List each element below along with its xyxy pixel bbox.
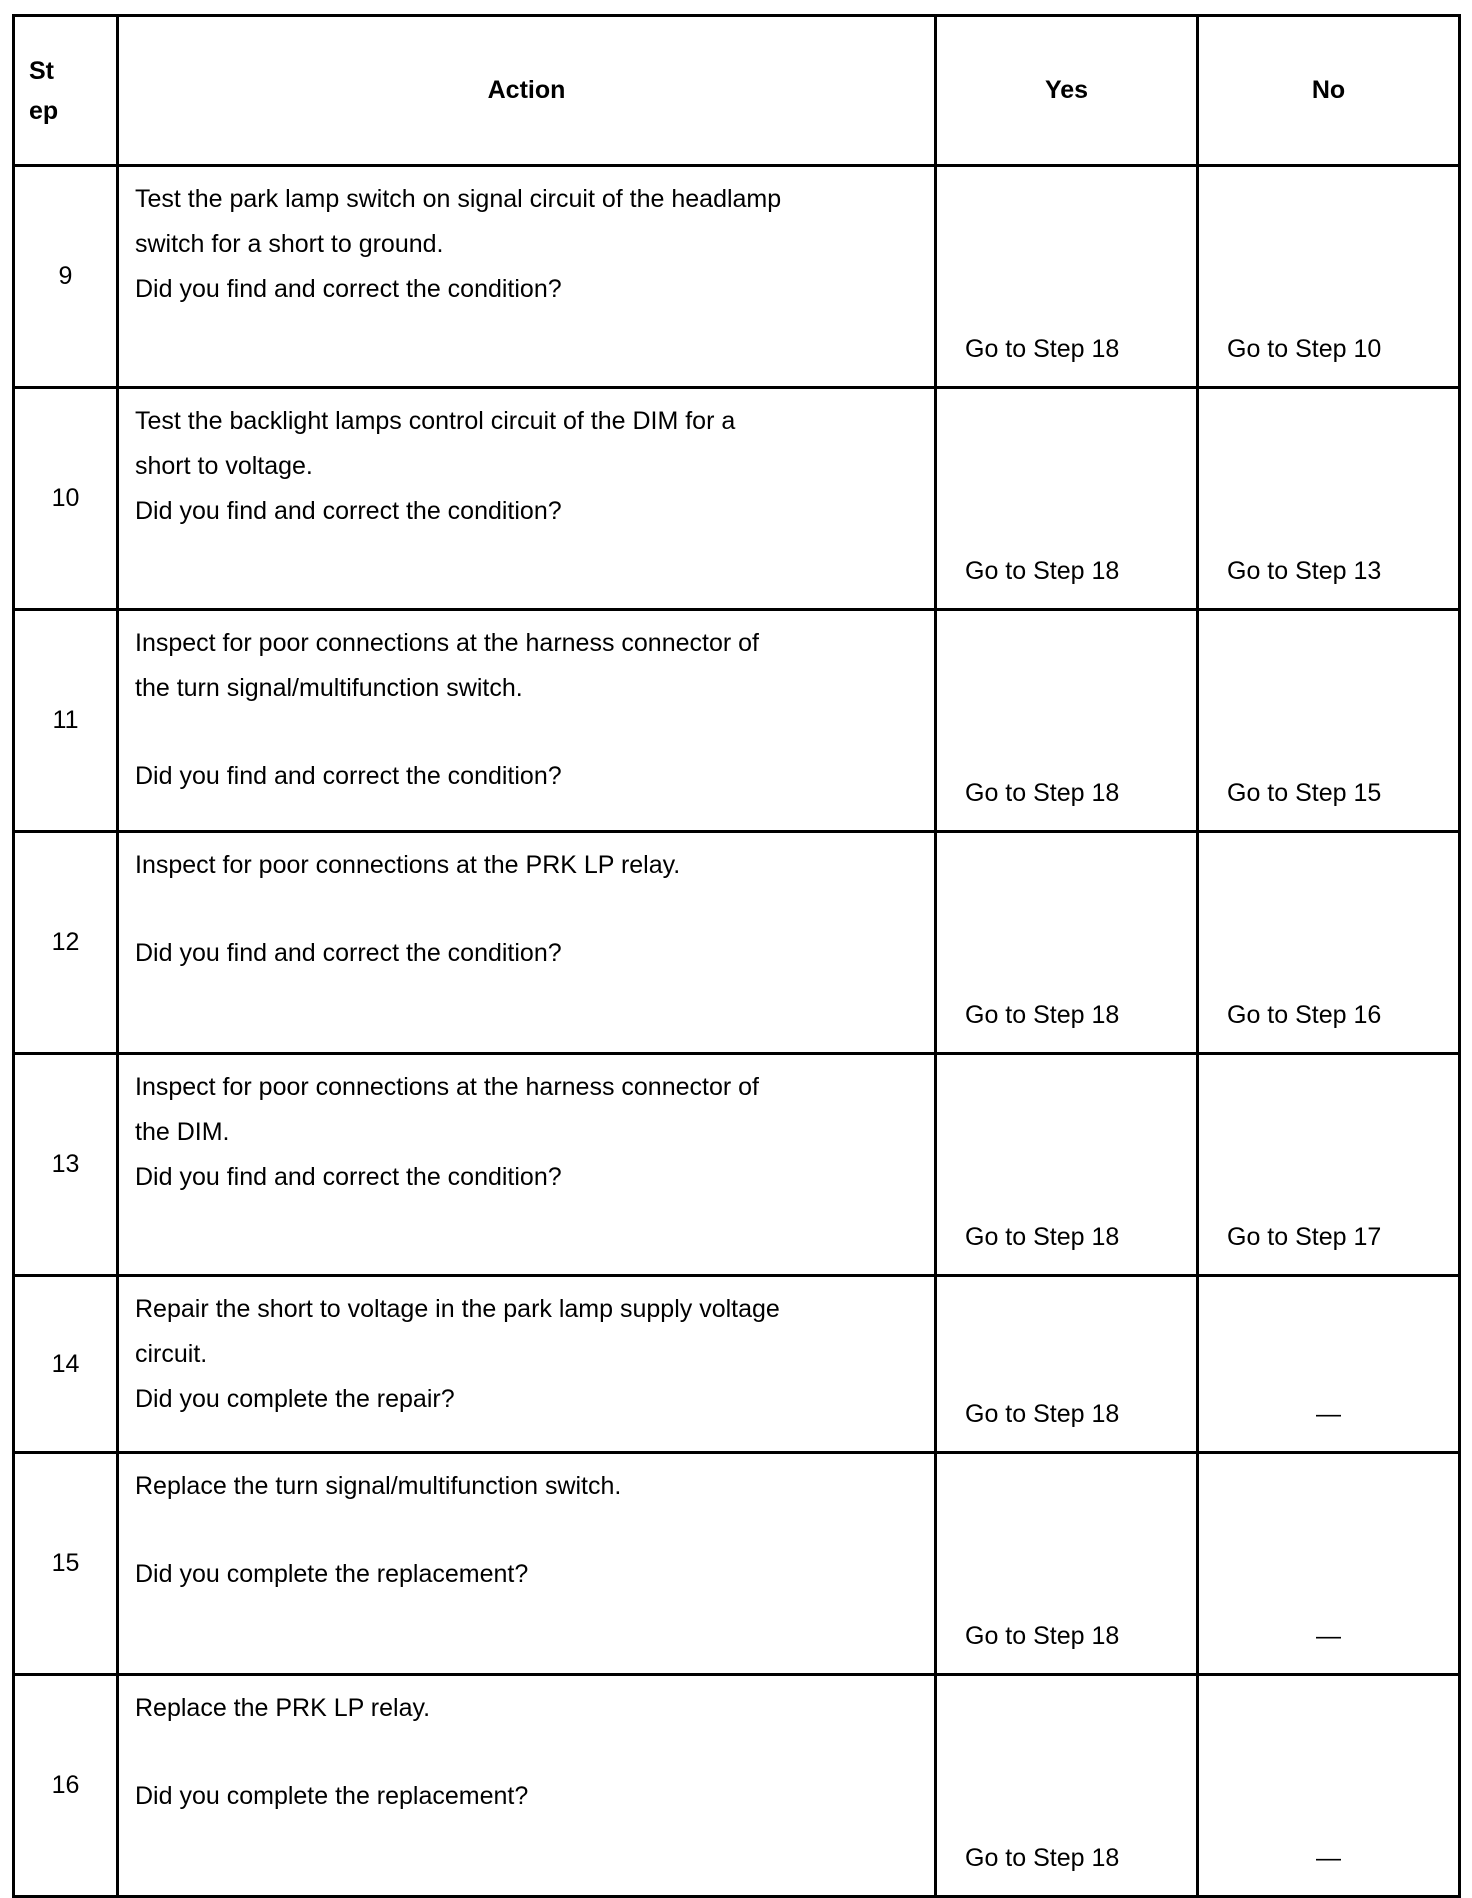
yes-result: Go to Step 18 xyxy=(936,610,1198,832)
action-text: Repair the short to voltage in the park lamp supply voltage xyxy=(135,1295,780,1323)
action-text: Test the park lamp switch on signal circuit of the headlamp xyxy=(135,185,782,213)
no-result: — xyxy=(1198,1675,1460,1897)
action-question: Did you complete the repair? xyxy=(135,1385,455,1413)
header-yes: Yes xyxy=(936,16,1198,166)
yes-result: Go to Step 18 xyxy=(936,1675,1198,1897)
action-text: switch for a short to ground. xyxy=(135,230,444,258)
action-text: Inspect for poor connections at the harness connector of xyxy=(135,629,759,657)
table-row xyxy=(14,1054,1460,1276)
table-row xyxy=(14,832,1460,1054)
action-text: Replace the PRK LP relay. xyxy=(135,1694,431,1722)
step-number: 12 xyxy=(14,832,118,1054)
action-question: Did you complete the replacement? xyxy=(135,1782,529,1810)
action-text: short to voltage. xyxy=(135,452,313,480)
table-row xyxy=(14,1453,1460,1675)
no-result: Go to Step 13 xyxy=(1198,388,1460,610)
action-cell xyxy=(118,832,936,1054)
action-cell xyxy=(118,388,936,610)
step-number: 16 xyxy=(14,1675,118,1897)
action-question: Did you find and correct the condition? xyxy=(135,275,562,303)
action-question: Did you find and correct the condition? xyxy=(135,1163,562,1191)
step-number: 13 xyxy=(14,1054,118,1276)
action-cell xyxy=(118,610,936,832)
table-row xyxy=(14,166,1460,388)
yes-result: Go to Step 18 xyxy=(936,388,1198,610)
header-step xyxy=(14,16,118,166)
action-text: circuit. xyxy=(135,1340,208,1368)
step-number: 11 xyxy=(14,610,118,832)
action-text: the DIM. xyxy=(135,1118,230,1146)
action-text: Replace the turn signal/multifunction switch. xyxy=(135,1472,622,1500)
header-step-line2: ep xyxy=(29,96,59,125)
action-question: Did you complete the replacement? xyxy=(135,1560,529,1588)
action-question: Did you find and correct the condition? xyxy=(135,762,562,790)
yes-result: Go to Step 18 xyxy=(936,1453,1198,1675)
table-row xyxy=(14,388,1460,610)
action-text: Test the backlight lamps control circuit of the DIM for a xyxy=(135,407,736,435)
table-row xyxy=(14,1675,1460,1897)
header-action: Action xyxy=(118,16,936,166)
header-no: No xyxy=(1198,16,1460,166)
no-result: — xyxy=(1198,1276,1460,1453)
action-text: the turn signal/multifunction switch. xyxy=(135,674,523,702)
action-question: Did you find and correct the condition? xyxy=(135,497,562,525)
no-result: Go to Step 15 xyxy=(1198,610,1460,832)
step-number: 9 xyxy=(14,166,118,388)
step-number: 15 xyxy=(14,1453,118,1675)
action-cell xyxy=(118,1453,936,1675)
table-row xyxy=(14,610,1460,832)
yes-result: Go to Step 18 xyxy=(936,1276,1198,1453)
action-cell xyxy=(118,166,936,388)
action-cell xyxy=(118,1675,936,1897)
no-result: Go to Step 17 xyxy=(1198,1054,1460,1276)
header-row xyxy=(14,16,1460,166)
table-row xyxy=(14,1276,1460,1453)
action-cell xyxy=(118,1276,936,1453)
header-step-line1: St xyxy=(29,56,54,85)
action-question: Did you find and correct the condition? xyxy=(135,939,562,967)
action-cell xyxy=(118,1054,936,1276)
step-number: 10 xyxy=(14,388,118,610)
no-result: — xyxy=(1198,1453,1460,1675)
no-result: Go to Step 10 xyxy=(1198,166,1460,388)
diagnostic-table xyxy=(12,14,1461,1898)
yes-result: Go to Step 18 xyxy=(936,832,1198,1054)
no-result: Go to Step 16 xyxy=(1198,832,1460,1054)
yes-result: Go to Step 18 xyxy=(936,166,1198,388)
step-number: 14 xyxy=(14,1276,118,1453)
yes-result: Go to Step 18 xyxy=(936,1054,1198,1276)
action-text: Inspect for poor connections at the PRK LP relay. xyxy=(135,851,681,879)
action-text: Inspect for poor connections at the harness connector of xyxy=(135,1073,759,1101)
